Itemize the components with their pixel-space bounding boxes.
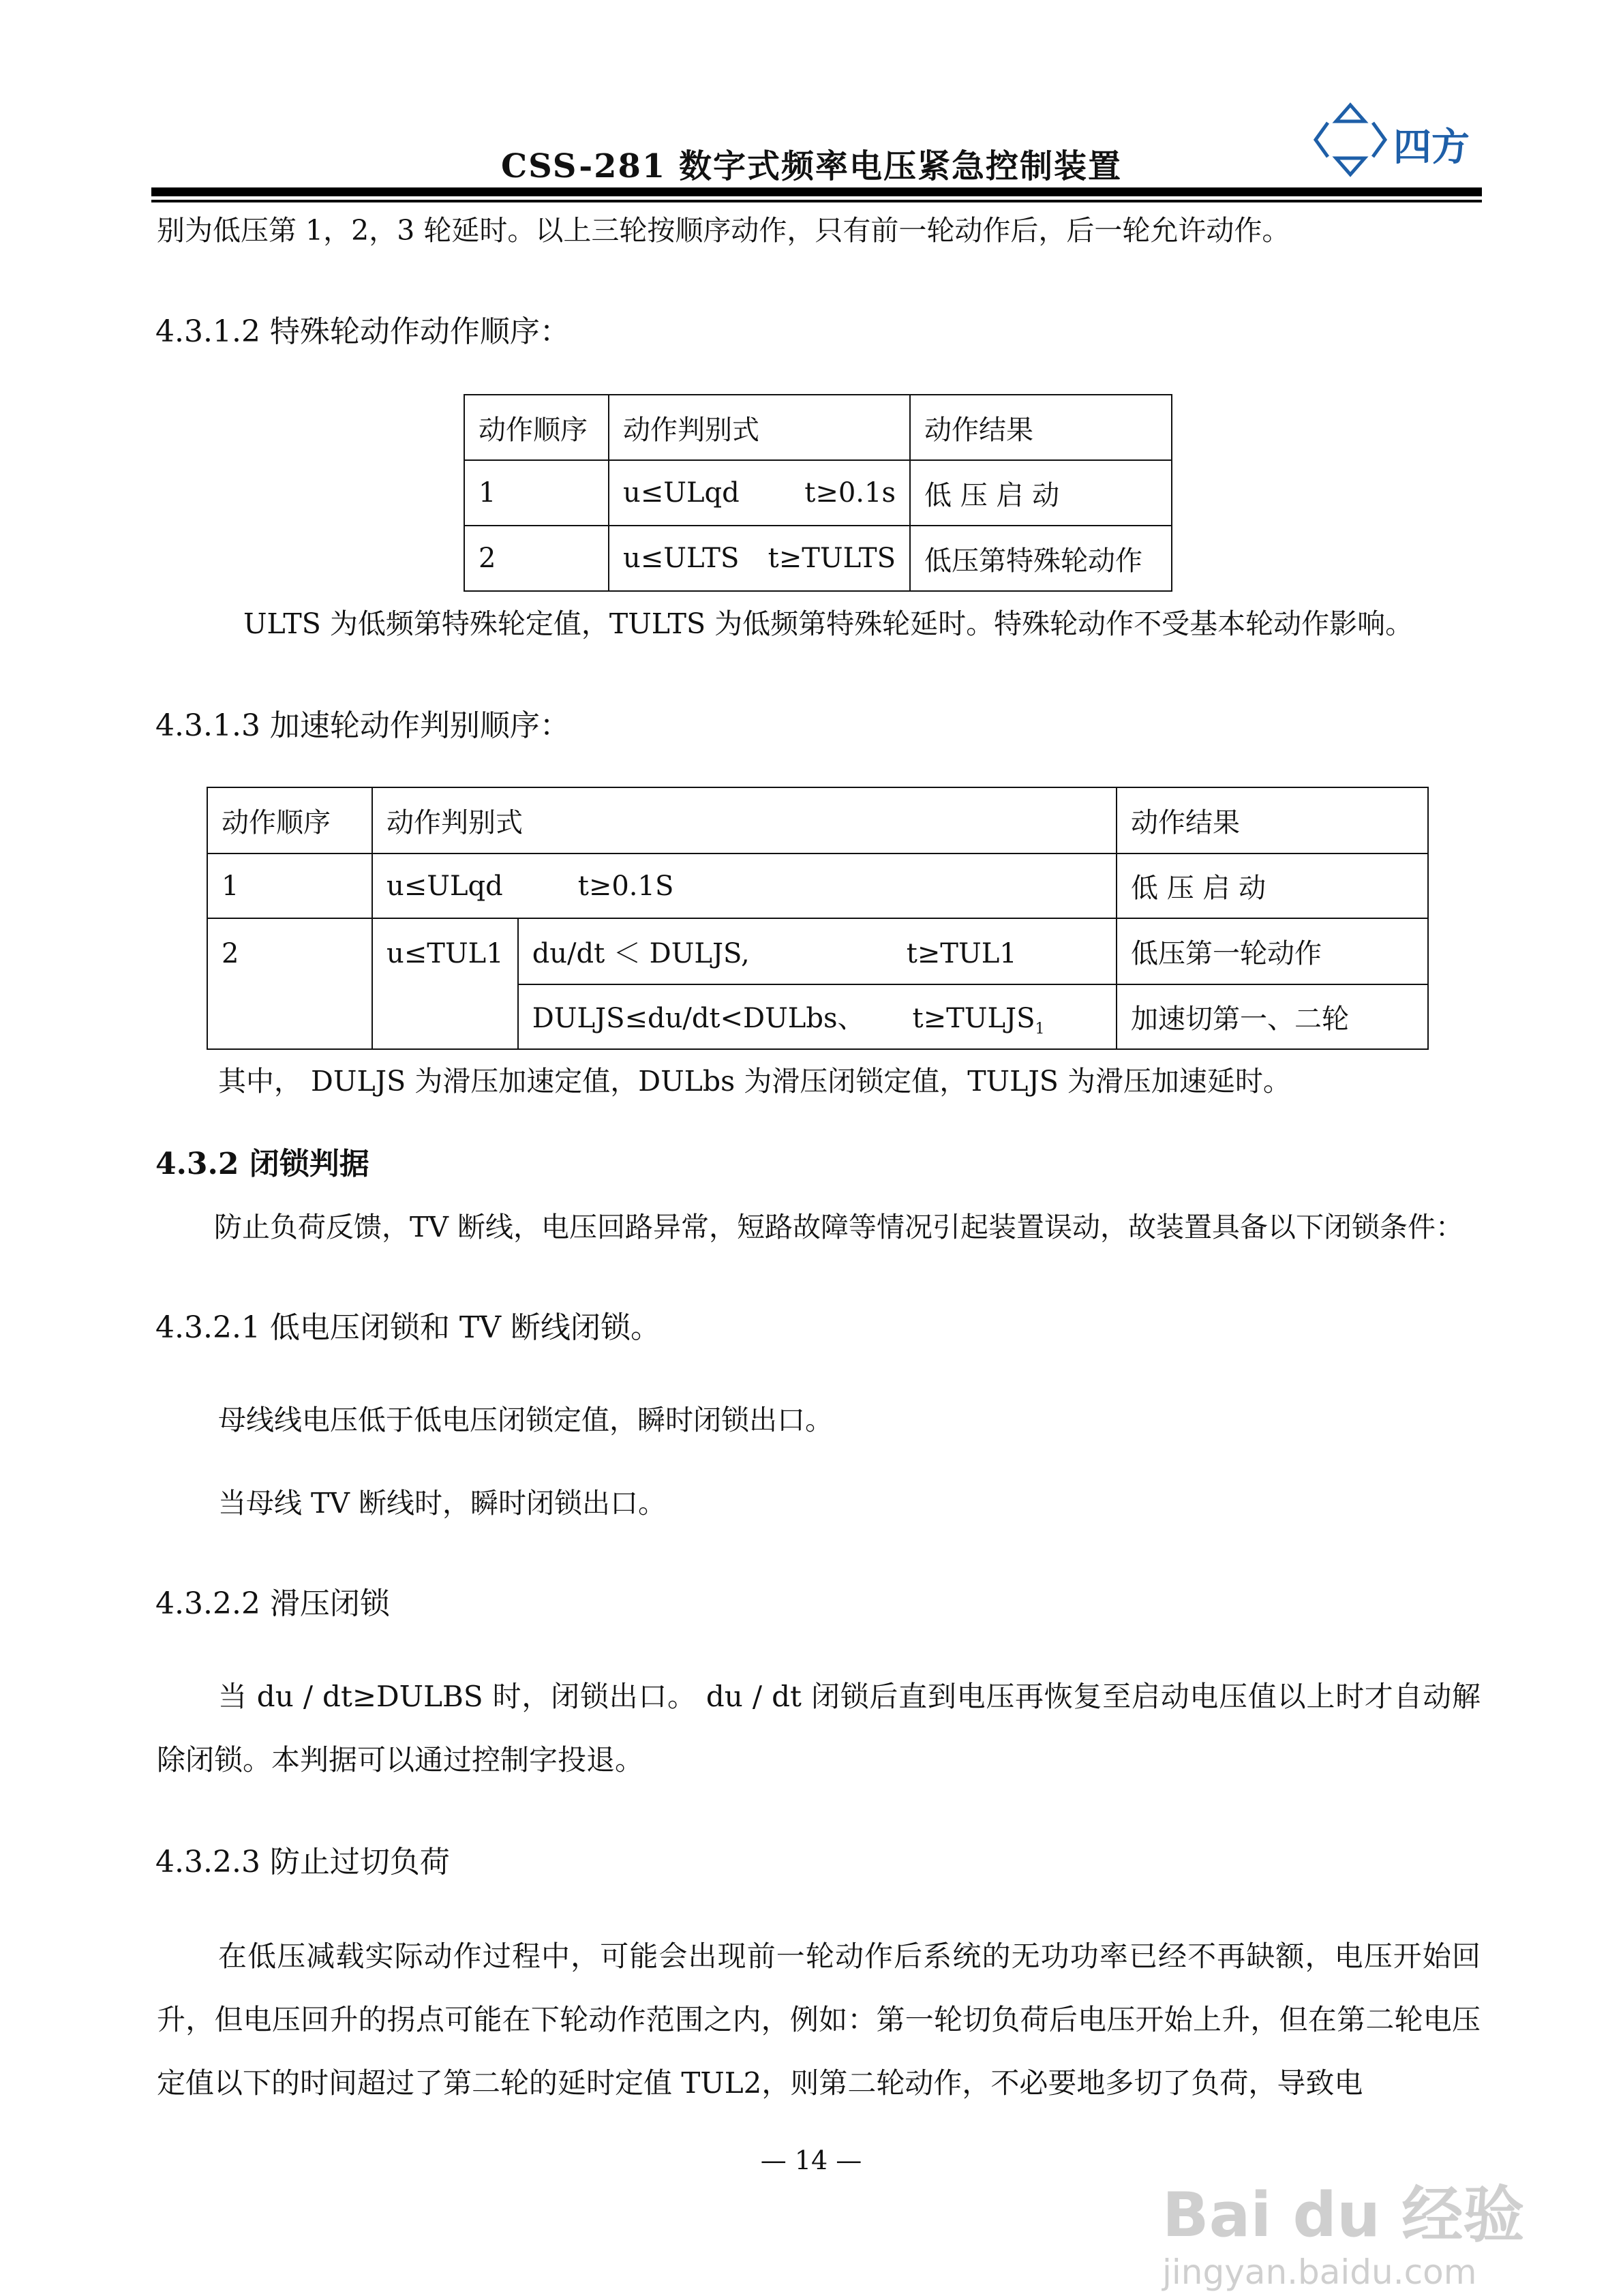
table-row	[207, 854, 1428, 918]
condition-time: t≥TULTS	[768, 543, 896, 574]
heading-4321: 4.3.2.1 低电压闭锁和 TV 断线闭锁。	[155, 1310, 661, 1345]
table2-header-condition: 动作判别式	[372, 787, 1117, 854]
table1-condition	[609, 526, 910, 591]
logo-text: 四方	[1393, 125, 1470, 170]
paragraph-432: 防止负荷反馈，TV 断线，电压回路异常，短路故障等情况引起装置误动，故装置具备以下闭锁条件：	[214, 1211, 1463, 1243]
condition-voltage: u≤ULqd	[386, 870, 503, 902]
condition-voltage: u≤ULqd	[623, 477, 740, 509]
heading-4313: 4.3.1.3 加速轮动作判别顺序：	[155, 708, 570, 743]
acceleration-round-table	[207, 787, 1429, 1050]
condition-time: t≥TUL1	[906, 938, 1017, 969]
table2-subcondition	[518, 984, 1117, 1049]
table2-result: 低 压 启 动	[1117, 854, 1428, 918]
condition-time-subscript: 1	[1035, 1020, 1045, 1038]
heading-4322: 4.3.2.2 滑压闭锁	[155, 1586, 390, 1621]
baidu-watermark-url: jingyan.baidu.com	[1162, 2252, 1477, 2292]
condition-dudt: DULJS≤du/dt<DULbs、	[532, 1002, 865, 1034]
paragraph-4322: 当 du / dt≥DULBS 时，闭锁出口。 du / dt 闭锁后直到电压再恢复至启动电压值以上时才自动解除闭锁。本判据可以通过控制字投退。	[157, 1680, 1481, 1777]
table2-result: 低压第一轮动作	[1117, 918, 1428, 984]
table-row	[207, 918, 1428, 984]
table1-header-order: 动作顺序	[464, 395, 609, 460]
header-rule-thick	[151, 187, 1482, 196]
table2-order: 2	[207, 918, 372, 1049]
condition-voltage: u≤ULTS	[623, 543, 740, 574]
heading-432: 4.3.2 闭锁判据	[155, 1147, 369, 1181]
continuation-text: 别为低压第 1，2，3 轮延时。以上三轮按顺序动作，只有前一轮动作后，后一轮允许动作。	[157, 214, 1290, 247]
table1-header-result: 动作结果	[910, 395, 1172, 460]
condition-time: t≥0.1s	[804, 477, 896, 509]
table1-order: 2	[464, 526, 609, 591]
table1-header-condition: 动作判别式	[609, 395, 910, 460]
diamond-logo-icon	[1313, 102, 1388, 177]
table1-result: 低 压 启 动	[910, 460, 1172, 526]
heading-4323: 4.3.2.3 防止过切负荷	[155, 1845, 450, 1879]
special-round-table	[464, 394, 1172, 592]
table2-header-order: 动作顺序	[207, 787, 372, 854]
table2-condition	[372, 854, 1117, 918]
header-rule-thin	[151, 200, 1482, 202]
note-duljs: 其中， DULJS 为滑压加速定值，DULbs 为滑压闭锁定值，TULJS 为滑压加速延时。	[218, 1065, 1291, 1098]
paragraph-4321a: 母线线电压低于低电压闭锁定值，瞬时闭锁出口。	[218, 1404, 833, 1436]
table2-subcondition	[518, 918, 1117, 984]
table-row	[464, 460, 1172, 526]
condition-time: t≥TULJS	[912, 1002, 1035, 1034]
table-row	[464, 526, 1172, 591]
table2-order: 1	[207, 854, 372, 918]
paragraph-4321b: 当母线 TV 断线时，瞬时闭锁出口。	[218, 1487, 667, 1520]
table2-voltage-condition: u≤TUL1	[372, 918, 518, 1049]
company-logo	[1313, 102, 1490, 177]
table2-result: 加速切第一、二轮	[1117, 984, 1428, 1049]
note-ults: ULTS 为低频第特殊轮定值，TULTS 为低频第特殊轮延时。特殊轮动作不受基本轮动作影响。	[243, 607, 1414, 640]
paragraph-4323: 在低压减载实际动作过程中，可能会出现前一轮动作后系统的无功功率已经不再缺额，电压开始回升，但电压回升的拐点可能在下轮动作范围之内，例如：第一轮切负荷后电压开始上升，但在第二轮电压定值以下的时间超过了第二轮的延时定值 TUL2，则第二轮动作，不必要地多切了负荷，导致电	[157, 1939, 1481, 2100]
table2-header-result: 动作结果	[1117, 787, 1428, 854]
table1-order: 1	[464, 460, 609, 526]
table1-condition	[609, 460, 910, 526]
condition-dudt: du/dt ＜ DULJS,	[532, 938, 750, 969]
table1-result: 低压第特殊轮动作	[910, 526, 1172, 591]
document-header-title: CSS-281 数字式频率电压紧急控制装置	[500, 147, 1123, 185]
page-number: — 14 —	[760, 2145, 862, 2175]
condition-time: t≥0.1S	[577, 870, 674, 902]
heading-4312: 4.3.1.2 特殊轮动作动作顺序：	[155, 314, 570, 349]
baidu-watermark-brand: Bai du 经验	[1162, 2179, 1525, 2251]
